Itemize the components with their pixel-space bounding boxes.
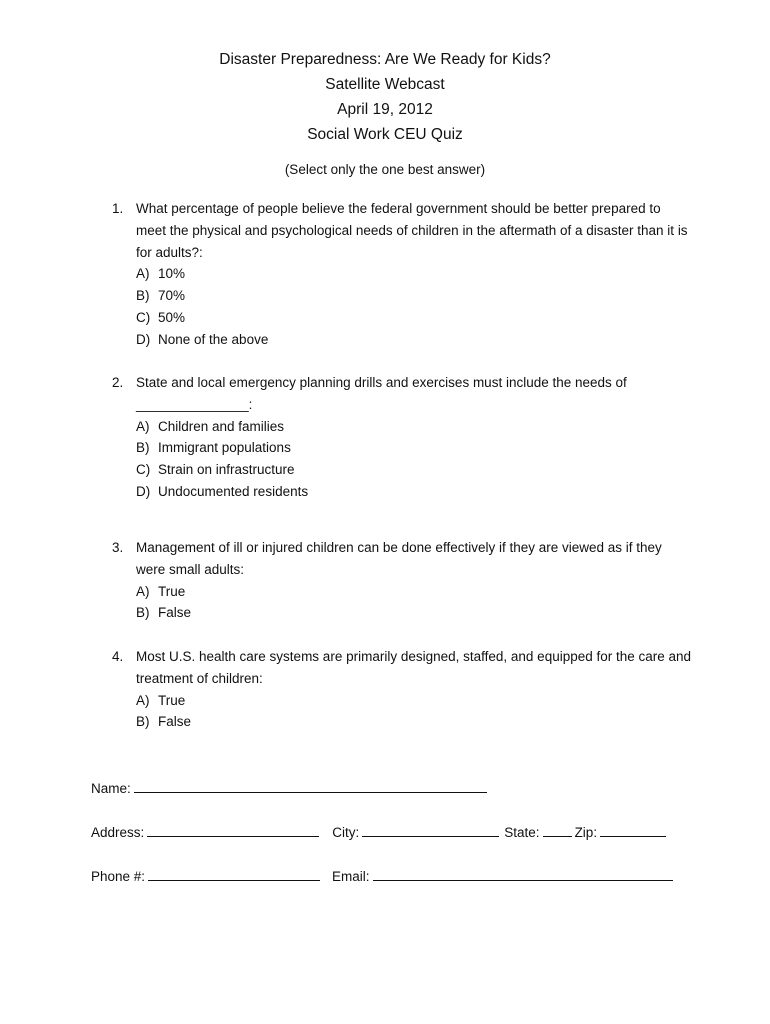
instruction-text: (Select only the one best answer) bbox=[284, 162, 486, 177]
email-label: Email: bbox=[332, 869, 370, 884]
question-number: 4. bbox=[112, 649, 124, 664]
phone-label: Phone #: bbox=[91, 869, 146, 884]
question-text: What percentage of people believe the federal government should be better prepared to meet the physical and psychological needs of children in the aftermath of a disaster than it is for adults?: bbox=[136, 201, 688, 260]
option-c[interactable] bbox=[112, 307, 692, 329]
option-text: Undocumented residents bbox=[158, 483, 309, 499]
option-text: 70% bbox=[158, 288, 186, 304]
option-a[interactable] bbox=[112, 690, 692, 712]
question-number: 2. bbox=[112, 375, 124, 390]
option-text: Immigrant populations bbox=[158, 440, 291, 456]
option-letter: A) bbox=[136, 418, 150, 434]
question-1 bbox=[112, 198, 692, 351]
title-line-2: Satellite Webcast bbox=[325, 76, 445, 93]
question-4 bbox=[112, 646, 692, 733]
zip-label: Zip: bbox=[574, 825, 598, 840]
state-field[interactable] bbox=[543, 822, 572, 837]
option-b[interactable] bbox=[112, 602, 692, 624]
option-letter: B) bbox=[136, 440, 150, 456]
question-text: Management of ill or injured children can be done effectively if they are viewed as if they were small adults: bbox=[136, 540, 662, 577]
question-number: 1. bbox=[112, 201, 124, 216]
option-text: Strain on infrastructure bbox=[158, 462, 295, 478]
option-d[interactable] bbox=[112, 329, 692, 351]
address-label: Address: bbox=[91, 825, 145, 840]
option-letter: A) bbox=[136, 692, 150, 708]
option-a[interactable] bbox=[112, 581, 692, 603]
name-field[interactable] bbox=[134, 778, 487, 793]
blank-line: _______________: bbox=[136, 396, 253, 412]
option-text: False bbox=[158, 605, 192, 621]
question-text: State and local emergency planning drills and exercises must include the needs of bbox=[136, 375, 627, 390]
phone-row bbox=[91, 866, 673, 884]
option-letter: A) bbox=[136, 266, 150, 282]
zip-field[interactable] bbox=[600, 822, 666, 837]
title-line-1: Disaster Preparedness: Are We Ready for Kids? bbox=[219, 51, 551, 68]
answer-blank[interactable] bbox=[112, 394, 692, 416]
option-text: 10% bbox=[158, 266, 186, 282]
option-letter: B) bbox=[136, 288, 150, 304]
question-3 bbox=[112, 537, 692, 624]
question-text: Most U.S. health care systems are primarily designed, staffed, and equipped for the care and treatment of children: bbox=[136, 649, 692, 686]
option-letter: A) bbox=[136, 583, 150, 599]
option-text: 50% bbox=[158, 309, 186, 325]
title-block bbox=[0, 47, 770, 147]
state-label: State: bbox=[504, 825, 540, 840]
option-letter: C) bbox=[136, 309, 151, 325]
option-text: False bbox=[158, 714, 192, 730]
question-number: 3. bbox=[112, 540, 124, 555]
option-letter: C) bbox=[136, 462, 151, 478]
option-letter: B) bbox=[136, 605, 150, 621]
title-line-4: Social Work CEU Quiz bbox=[307, 126, 463, 143]
option-d[interactable] bbox=[112, 481, 692, 503]
phone-field[interactable] bbox=[148, 866, 320, 881]
email-field[interactable] bbox=[373, 866, 673, 881]
question-2 bbox=[112, 372, 692, 503]
option-b[interactable] bbox=[112, 437, 692, 459]
name-label: Name: bbox=[91, 781, 131, 796]
option-text: True bbox=[158, 692, 186, 708]
option-letter: B) bbox=[136, 714, 150, 730]
option-letter: D) bbox=[136, 483, 151, 499]
name-row bbox=[91, 778, 487, 796]
option-text: Children and families bbox=[158, 418, 285, 434]
option-c[interactable] bbox=[112, 459, 692, 481]
option-b[interactable] bbox=[112, 285, 692, 307]
option-a[interactable] bbox=[112, 263, 692, 285]
city-label: City: bbox=[332, 825, 360, 840]
address-row bbox=[91, 822, 666, 840]
option-text: True bbox=[158, 583, 186, 599]
city-field[interactable] bbox=[362, 822, 499, 837]
option-text: None of the above bbox=[158, 331, 269, 347]
option-letter: D) bbox=[136, 331, 151, 347]
option-a[interactable] bbox=[112, 416, 692, 438]
title-line-3: April 19, 2012 bbox=[337, 101, 433, 118]
address-field[interactable] bbox=[147, 822, 319, 837]
option-b[interactable] bbox=[112, 711, 692, 733]
